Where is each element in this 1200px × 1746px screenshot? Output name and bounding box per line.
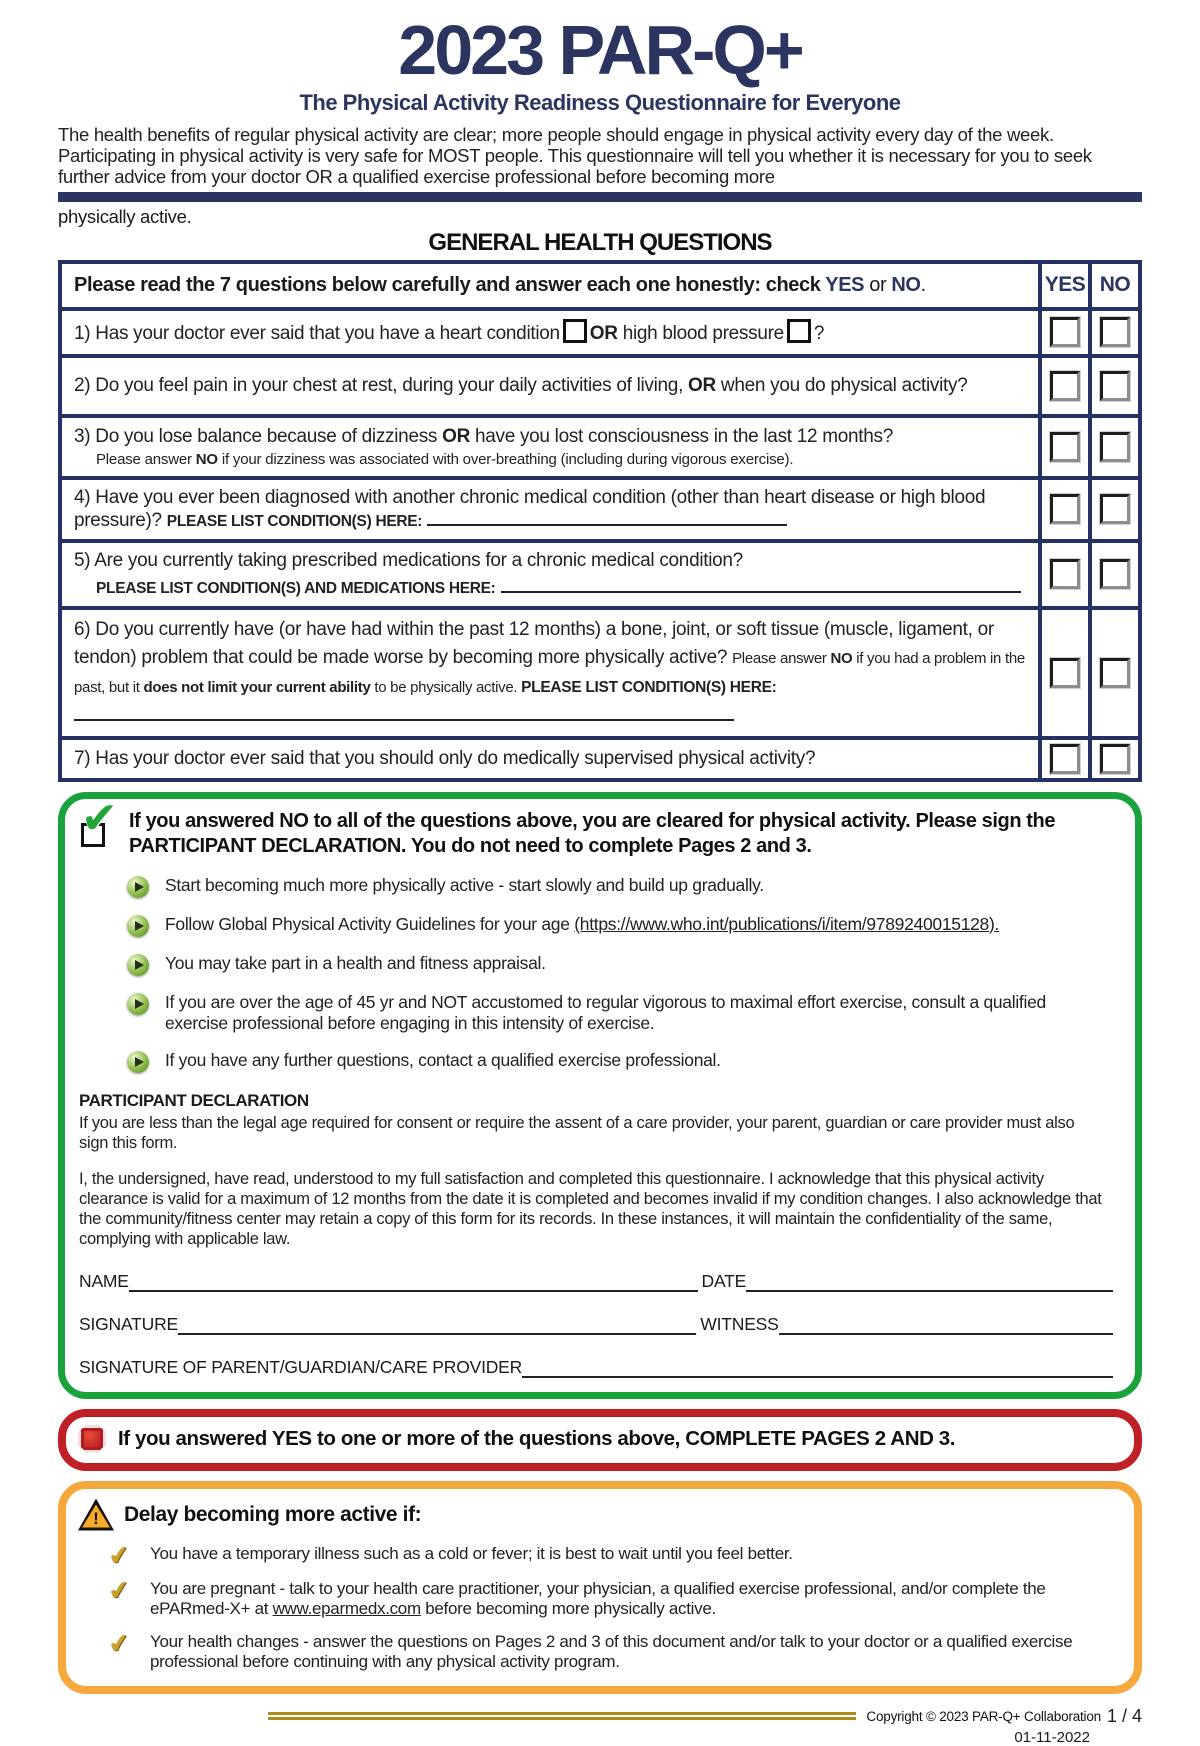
copyright-text: Copyright © 2023 PAR-Q+ Collaboration [866, 1708, 1101, 1724]
q3-note-no: NO [195, 450, 218, 468]
delay-bullet-2 [106, 1573, 1114, 1619]
q4-number: 4) [74, 486, 91, 508]
q7-yes-checkbox[interactable] [1050, 744, 1080, 774]
q1-number: 1) [74, 323, 91, 344]
question-row-1 [62, 307, 1138, 354]
q2-text-2: when you do physical activity? [715, 375, 968, 396]
q4-condition-line[interactable] [427, 512, 787, 526]
bullet-text: You are pregnant - talk to your health care practitioner, your physician, a qualified exercise professional, and/or complete the ePARmed-X+ at [150, 1578, 1046, 1618]
gold-check-icon: ✔ [106, 1573, 132, 1607]
q3-text-2: have you lost consciousness in the last 12 months? [470, 425, 894, 447]
bullet-text: If you are over the age of 45 yr and NOT accustomed to regular vigorous to maximal effort exercise, consult a qualified exercise professional before engaging in this intensity of exercise. [165, 991, 1046, 1033]
question-row-4 [62, 476, 1138, 539]
section-title: GENERAL HEALTH QUESTIONS [428, 228, 772, 256]
witness-line[interactable] [779, 1319, 1113, 1335]
answered-yes-text: If you answered YES to one or more of the questions above, COMPLETE PAGES 2 AND 3. [118, 1426, 956, 1450]
q5-medications-line[interactable] [501, 579, 1021, 593]
question-row-7 [62, 736, 1138, 778]
q1-no-checkbox[interactable] [1100, 317, 1130, 347]
bullet-text: You have a temporary illness such as a cold or fever; it is best to wait until you feel better. [150, 1543, 793, 1563]
delay-title: Delay becoming more active if: [124, 1502, 422, 1526]
q1-or: OR [589, 323, 618, 344]
q6-note-3: to be physically active. [370, 678, 522, 696]
page-footer [58, 1706, 1142, 1746]
q6-yes-checkbox[interactable] [1050, 658, 1080, 688]
question-row-3 [62, 414, 1138, 476]
q2-yes-checkbox[interactable] [1050, 371, 1080, 401]
stop-sign-icon [78, 1425, 106, 1453]
q6-note: Please answer [732, 649, 831, 667]
q1-qmark: ? [813, 323, 825, 344]
page-number: 1 / 4 [1106, 1705, 1142, 1726]
bullet-text: Your health changes - answer the questions on Pages 2 and 3 of this document and/or talk to your doctor or a qualified exercise professional before continuing with any physical activity program. [150, 1631, 1073, 1671]
q4-text: Have you ever been diagnosed with another chronic medical condition (other than heart disease or high blood pressure)? [74, 486, 986, 531]
question-row-6 [62, 606, 1138, 736]
name-line[interactable] [129, 1276, 698, 1292]
delay-bullet-3 [106, 1626, 1114, 1672]
q5-number: 5) [74, 549, 91, 571]
q1-text: Has your doctor ever said that you have a heart condition [95, 323, 560, 344]
footer-date: 01-11-2022 [1014, 1728, 1090, 1746]
q7-no-checkbox[interactable] [1100, 744, 1130, 774]
bullet-text: Start becoming much more physically active - start slowly and build up gradually. [165, 874, 764, 895]
no-word: NO [891, 273, 921, 296]
cleared-bullet-5 [127, 1050, 1113, 1073]
q1-yes-checkbox[interactable] [1050, 317, 1080, 347]
q6-note-ability: does not limit your current ability [143, 678, 371, 696]
intro-paragraph: The health benefits of regular physical activity are clear; more people should engage in physical activity every day of the week. Participating in physical activity is very safe for MOST people. This questionnaire will tell you whether it is necessary for you to seek further advice from your doctor OR a qualified exercise professional before becoming more [58, 123, 1092, 187]
parent-signature-row [79, 1357, 1113, 1378]
q3-note: Please answer [96, 450, 196, 468]
q3-note-2: if your dizziness was associated with over-breathing (including during vigorous exercise). [217, 450, 794, 468]
name-date-row [79, 1271, 1113, 1292]
q4-no-checkbox[interactable] [1100, 494, 1130, 524]
question-row-2 [62, 354, 1138, 414]
q6-no-checkbox[interactable] [1100, 658, 1130, 688]
q6-note-2: if you had a problem in the past, but it [74, 649, 1025, 696]
declaration-note: If you are less than the legal age required for consent or require the assent of a care provider, your parent, guardian or care provider must also sign this form. [79, 1113, 1075, 1152]
q5-yes-checkbox[interactable] [1050, 559, 1080, 589]
footer-rule [268, 1712, 856, 1720]
signature-label: SIGNATURE [79, 1313, 178, 1334]
q2-no-checkbox[interactable] [1100, 371, 1130, 401]
general-health-questions-table [58, 260, 1142, 782]
warning-icon: ! [78, 1499, 114, 1531]
q2-number: 2) [74, 375, 91, 396]
cleared-bullet-3 [127, 953, 1113, 976]
cleared-headline: If you answered NO to all of the questions above, you are cleared for physical activity. Please sign the PARTICIPANT DECLARATION. You do not need to complete Pages 2 and 3. [129, 809, 1056, 857]
bullet-text-post: before becoming more physically active. [420, 1598, 716, 1618]
witness-label: WITNESS [700, 1313, 779, 1334]
q7-number: 7) [74, 748, 91, 769]
signature-witness-row [79, 1314, 1113, 1335]
q3-text: Do you lose balance because of dizziness [95, 425, 443, 447]
q4-yes-checkbox[interactable] [1050, 494, 1080, 524]
table-header-row [62, 264, 1138, 307]
q6-condition-line[interactable] [74, 707, 734, 721]
cleared-for-activity-box [58, 792, 1142, 1399]
cleared-bullet-4 [127, 992, 1113, 1034]
prompt-period: . [920, 273, 926, 296]
q6-number: 6) [74, 618, 91, 640]
play-icon [127, 915, 149, 937]
q7-text: Has your doctor ever said that you should only do medically supervised physical activity? [95, 748, 816, 769]
q6-note-no: NO [830, 649, 853, 667]
form-subtitle: The Physical Activity Readiness Questionnaire for Everyone [299, 89, 901, 115]
name-label: NAME [79, 1270, 129, 1291]
cleared-bullet-2 [127, 914, 1113, 937]
q6-text: Do you currently have (or have had within the past 12 months) a bone, joint, or soft tissue (muscle, ligament, or tendon) problem that could be made worse by becoming more physically active? [74, 618, 994, 668]
cleared-bullet-1 [127, 875, 1113, 898]
q3-no-checkbox[interactable] [1100, 432, 1130, 462]
question-row-5 [62, 539, 1138, 606]
answered-yes-box [58, 1409, 1142, 1471]
gold-check-icon: ✔ [106, 1626, 132, 1660]
checked-box-icon: ✔ [79, 809, 119, 853]
q4-list-label: PLEASE LIST CONDITION(S) HERE: [166, 512, 423, 530]
eparmedx-link[interactable]: www.eparmedx.com [272, 1598, 421, 1618]
signature-line[interactable] [178, 1319, 696, 1335]
q1-text-2: high blood pressure [622, 323, 784, 344]
bullet-text: You may take part in a health and fitness appraisal. [165, 952, 546, 973]
q5-list-label: PLEASE LIST CONDITION(S) AND MEDICATIONS HERE: [96, 579, 496, 597]
parent-signature-label: SIGNATURE OF PARENT/GUARDIAN/CARE PROVIDER [79, 1356, 523, 1377]
play-icon [127, 876, 149, 898]
header-divider-bar [58, 192, 1142, 202]
date-label: DATE [701, 1270, 747, 1291]
no-column-header: NO [1099, 273, 1131, 296]
who-guidelines-link[interactable]: (https://www.who.int/publications/i/item/9789240015128). [574, 913, 1000, 934]
q2-text: Do you feel pain in your chest at rest, during your daily activities of living, [95, 375, 689, 396]
yes-word: YES [825, 273, 865, 296]
declaration-body: I, the undersigned, have read, understood to my full satisfaction and completed this questionnaire. I acknowledge that this physical activity clearance is valid for a maximum of 12 months from the date it is completed and becomes invalid if my condition changes. I also acknowledge that the community/fitness center may retain a copy of this form for its records. In these instances, it will maintain the confidentiality of the same, complying with applicable law. [79, 1169, 1102, 1248]
or-word: or [864, 273, 892, 296]
bullet-text: Follow Global Physical Activity Guidelines for your age [165, 913, 575, 934]
q5-no-checkbox[interactable] [1100, 559, 1130, 589]
play-icon [127, 993, 149, 1015]
q3-or: OR [442, 425, 470, 447]
q3-yes-checkbox[interactable] [1050, 432, 1080, 462]
participant-declaration-title: PARTICIPANT DECLARATION [79, 1090, 309, 1110]
play-icon [127, 954, 149, 976]
parent-signature-line[interactable] [522, 1362, 1113, 1378]
delay-activity-box [58, 1481, 1142, 1694]
yes-column-header: YES [1044, 273, 1086, 296]
date-line[interactable] [746, 1276, 1113, 1292]
play-icon [127, 1051, 149, 1073]
table-prompt: Please read the 7 questions below carefully and answer each one honestly: check [74, 273, 826, 296]
delay-bullet-1 [106, 1538, 1114, 1572]
heart-condition-checkbox[interactable] [563, 319, 587, 343]
intro-paragraph-tail: physically active. [58, 205, 192, 227]
q2-or: OR [688, 375, 716, 396]
q6-list-label: PLEASE LIST CONDITION(S) HERE: [521, 678, 777, 696]
gold-check-icon: ✔ [106, 1538, 132, 1572]
bullet-text: If you have any further questions, contact a qualified exercise professional. [165, 1049, 721, 1070]
blood-pressure-checkbox[interactable] [787, 319, 811, 343]
q3-number: 3) [74, 425, 91, 447]
q5-text: Are you currently taking prescribed medications for a chronic medical condition? [94, 549, 743, 571]
form-title: 2023 PAR-Q+ [398, 11, 802, 89]
